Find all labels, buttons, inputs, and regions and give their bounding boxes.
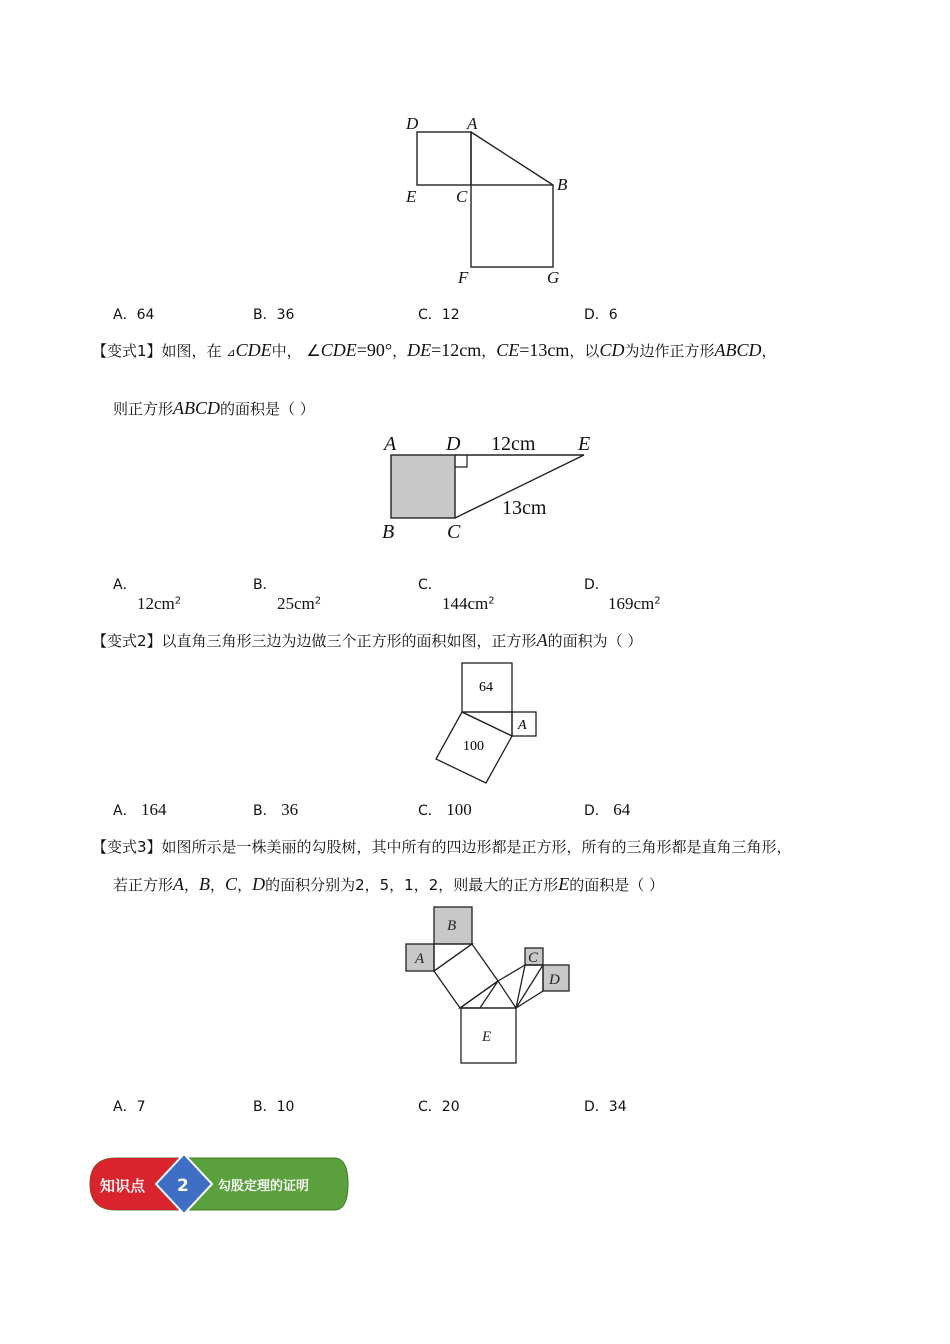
figure-three-squares <box>430 660 550 790</box>
q3-stem: 【变式3】如图所示是一株美丽的勾股树，其中所有的四边形都是正方形，所有的三角形都是直角三角形， <box>92 838 792 856</box>
q3-option-c[interactable]: C．20 <box>418 1099 460 1115</box>
fig4-label-C: C <box>528 950 539 966</box>
label-D: D <box>406 114 419 133</box>
figure-square-abcd <box>378 430 598 545</box>
fig4-label-A: A <box>415 951 425 967</box>
fig4-label-B: B <box>447 918 457 934</box>
q2-option-a[interactable]: A． 164 <box>113 800 167 819</box>
section-badge <box>86 1150 350 1218</box>
section-label: 知识点 <box>100 1177 146 1195</box>
label-C: C <box>456 187 468 206</box>
q1-option-a[interactable]: A． $12cm^2$ <box>113 577 182 613</box>
fig3-label-100: 100 <box>463 739 484 754</box>
q1-stem-line2: 则正方形ABCD的面积是（ ） <box>113 398 315 418</box>
q3-option-a[interactable]: A．7 <box>113 1099 146 1115</box>
fig2-length-de: 12cm <box>491 433 536 455</box>
fig2-label-C: C <box>447 521 461 543</box>
q0-option-d[interactable]: D．6 <box>584 307 618 323</box>
fig2-label-B: B <box>382 521 395 543</box>
q0-option-b[interactable]: B．36 <box>253 307 295 323</box>
q1-option-d[interactable]: D． $169cm^2$ <box>584 577 661 613</box>
label-F: F <box>458 268 469 287</box>
q0-option-a[interactable]: A．64 <box>113 307 155 323</box>
section-number: 2 <box>177 1176 189 1196</box>
q3-tag: 【变式3】 <box>92 838 162 856</box>
figure-pythagoras-tree <box>400 900 580 1070</box>
label-A: A <box>467 114 478 133</box>
q2-option-d[interactable]: D． 64 <box>584 800 631 819</box>
figure-squares-triangle <box>395 110 585 290</box>
q2-option-b[interactable]: B． 36 <box>253 800 299 819</box>
label-G: G <box>547 268 560 287</box>
q0-option-c[interactable]: C．12 <box>418 307 460 323</box>
q2-stem: 【变式2】以直角三角形三边为边做三个正方形的面积如图，正方形A的面积为（ ） <box>92 630 643 650</box>
fig4-label-D: D <box>549 972 560 988</box>
fig2-label-A: A <box>384 433 397 455</box>
fig2-length-ce: 13cm <box>502 497 547 519</box>
fig2-label-D: D <box>446 433 461 455</box>
q1-tag: 【变式1】 <box>92 342 162 360</box>
q3-stem-line2: 若正方形A，B，C，D的面积分别为2，5，1，2，则最大的正方形E的面积是（ ） <box>113 874 665 894</box>
q3-option-d[interactable]: D．34 <box>584 1099 627 1115</box>
label-E: E <box>406 187 417 206</box>
section-title: 勾股定理的证明 <box>218 1179 310 1194</box>
q1-stem: 【变式1】如图，在 ⊿CDE中， ∠CDE=90°，DE=12cm，CE=13cm，以CD为边作正方形ABCD， <box>92 340 777 360</box>
q2-option-c[interactable]: C． 100 <box>418 800 472 819</box>
q1-option-b[interactable]: B． $25cm^2$ <box>253 577 322 613</box>
q1-option-c[interactable]: C． $144cm^2$ <box>418 577 495 613</box>
label-B: B <box>557 175 568 194</box>
fig3-label-64: 64 <box>479 680 493 695</box>
fig3-label-A: A <box>518 718 527 733</box>
q2-tag: 【变式2】 <box>92 632 162 650</box>
q3-option-b[interactable]: B．10 <box>253 1099 295 1115</box>
fig2-label-E: E <box>578 433 591 455</box>
fig4-label-E: E <box>482 1029 492 1045</box>
